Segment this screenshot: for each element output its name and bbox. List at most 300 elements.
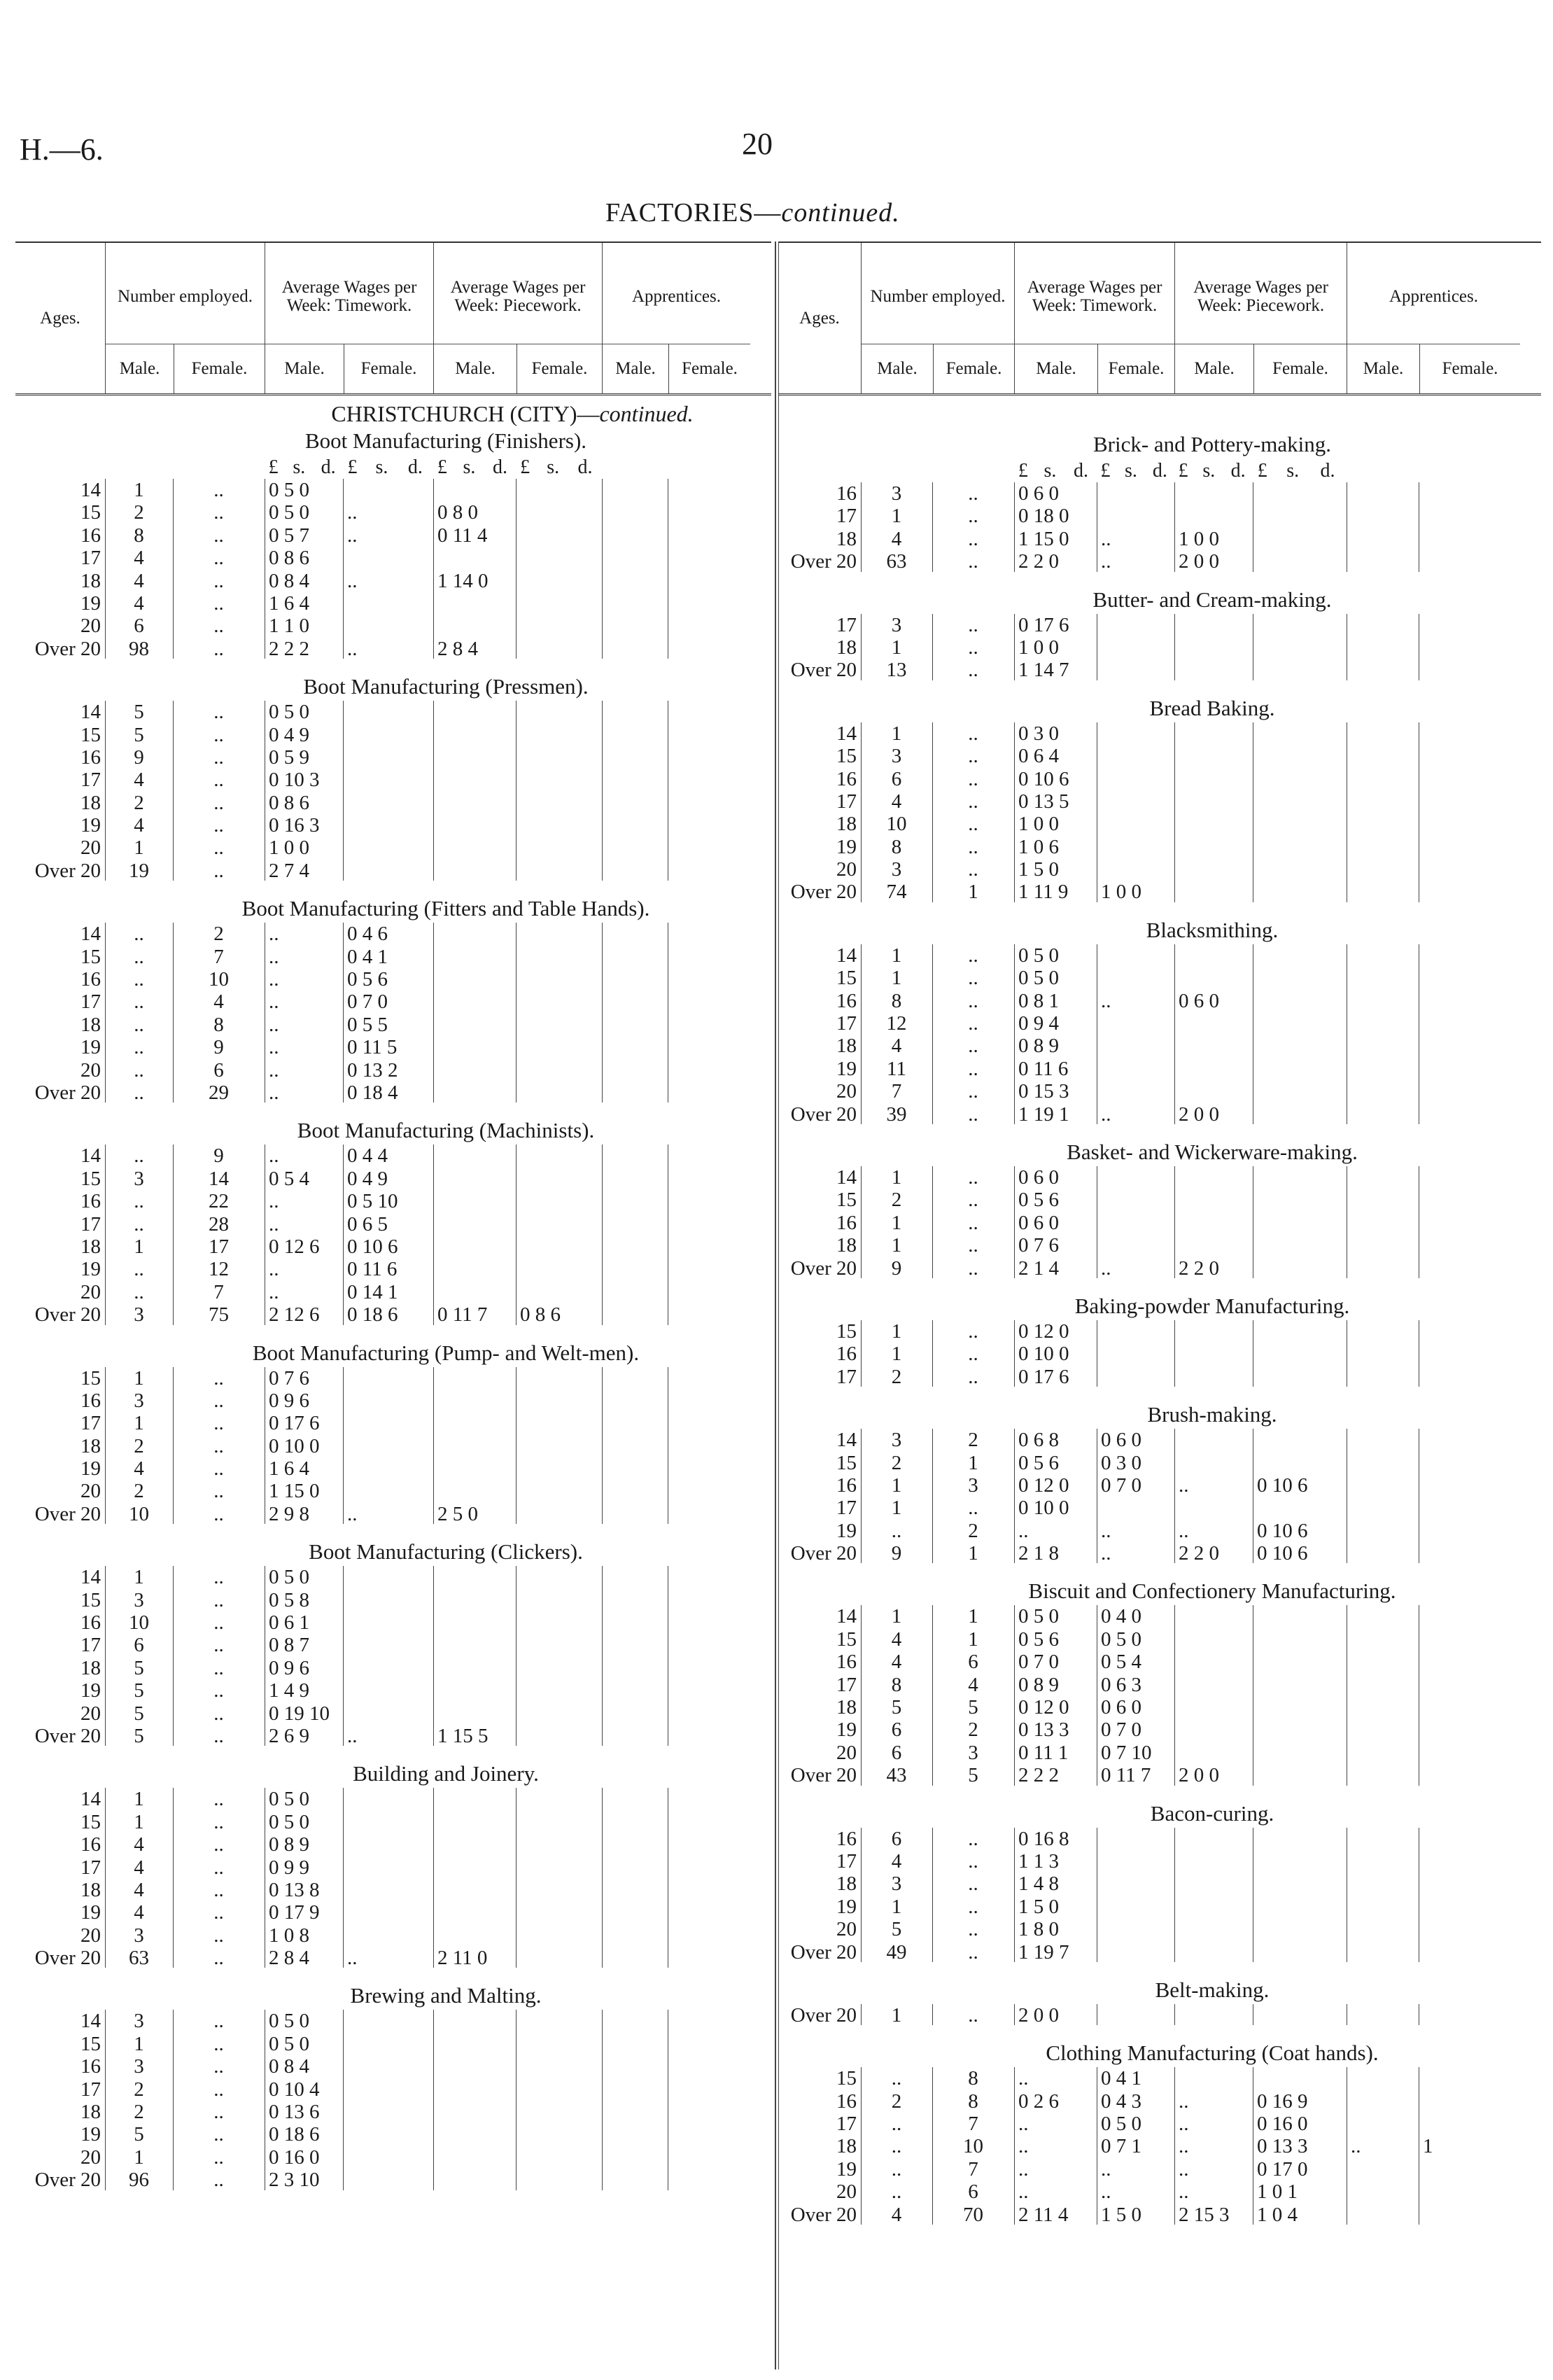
industry-section — [15, 895, 771, 1104]
cell-nm: 10 — [129, 1611, 149, 1634]
cell-ages: 18 — [836, 1035, 857, 1058]
cell-ages: 14 — [80, 479, 101, 501]
table-row — [15, 501, 771, 524]
cell-nm: 2 — [134, 1434, 144, 1457]
cell-tf: 0 6 5 — [347, 1212, 388, 1236]
cell-nm: 1 — [134, 479, 144, 501]
cell-ages: 14 — [80, 1144, 101, 1168]
cell-ages: 20 — [80, 615, 101, 638]
table-row — [778, 1012, 1541, 1035]
subhead-female: Female. — [174, 344, 265, 393]
cell-nm: 2 — [891, 1189, 902, 1212]
cell-tm: .. — [269, 1013, 279, 1036]
cell-nm: 4 — [891, 527, 902, 550]
cell-tm: .. — [269, 945, 279, 968]
cell-ages: 17 — [80, 1856, 101, 1879]
cell-nm: 1 — [134, 1566, 144, 1589]
cell-tf: 0 7 0 — [1101, 1474, 1141, 1497]
cell-tf: 0 6 0 — [1101, 1429, 1141, 1452]
cell-tm: .. — [1018, 2113, 1029, 2136]
column-rule — [861, 1429, 862, 1563]
table-row — [778, 1452, 1541, 1474]
table-row — [778, 2004, 1541, 2026]
cell-pf: 0 16 9 — [1257, 2090, 1308, 2113]
table-row — [15, 1059, 771, 1082]
cell-nm: 2 — [134, 2101, 144, 2124]
cell-tm: 0 7 6 — [269, 1366, 309, 1390]
column-rule — [932, 1429, 933, 1563]
table-row — [778, 813, 1541, 835]
cell-nm: 2 — [134, 2078, 144, 2101]
industry-section — [15, 427, 771, 660]
cell-tm: 2 0 0 — [1018, 2003, 1059, 2026]
table-row — [15, 2169, 771, 2191]
table-row — [778, 2158, 1541, 2180]
cell-tm: 2 2 2 — [269, 637, 309, 660]
cell-nf: .. — [213, 1366, 224, 1390]
cell-tm: 0 8 1 — [1018, 989, 1059, 1012]
table-row — [778, 1343, 1541, 1365]
cell-pf: 0 10 6 — [1257, 1519, 1308, 1542]
table-row — [778, 768, 1541, 790]
cell-tm: 0 17 6 — [1018, 613, 1069, 636]
cell-nf: 1 — [968, 1451, 978, 1474]
cell-tf: 0 4 1 — [1101, 2067, 1141, 2090]
cell-tm: 2 3 10 — [269, 2169, 320, 2192]
cell-pm: 0 8 0 — [437, 501, 478, 524]
cell-nm: 8 — [891, 1673, 902, 1696]
cell-ages: 20 — [836, 2180, 857, 2204]
cell-tm: 1 0 0 — [1018, 813, 1059, 836]
cell-nf: 8 — [968, 2067, 978, 2090]
table-row — [15, 1879, 771, 1901]
cell-tf: .. — [347, 524, 358, 547]
cell-tm: .. — [269, 923, 279, 946]
table-row — [778, 550, 1541, 573]
cell-ages: 16 — [836, 1343, 857, 1366]
cell-tm: 2 12 6 — [269, 1303, 320, 1326]
table-row — [778, 505, 1541, 527]
cell-nm: 1 — [134, 1235, 144, 1258]
table-row — [778, 1605, 1541, 1628]
cell-pm: .. — [1179, 1519, 1189, 1542]
cell-tm: 0 11 1 — [1018, 1741, 1069, 1764]
cell-nm: 1 — [891, 1605, 902, 1628]
region-name: CHRISTCHURCH (CITY)— — [331, 401, 600, 426]
cell-nf: .. — [968, 527, 978, 550]
cell-ages: 17 — [836, 1012, 857, 1035]
cell-nf: 2 — [968, 1718, 978, 1742]
header-piecework-label: Average Wages per Week: Piecework. — [450, 277, 586, 315]
cell-nf: .. — [213, 1656, 224, 1679]
cell-nf: .. — [968, 745, 978, 768]
cell-ages: 17 — [836, 790, 857, 813]
cell-nm: 43 — [886, 1764, 907, 1787]
cell-tm: 0 5 6 — [1018, 1628, 1059, 1651]
industry-rows — [15, 2010, 771, 2191]
industry-title: Boot Manufacturing (Clickers). — [309, 1539, 583, 1564]
industry-section — [778, 586, 1541, 682]
column-rule — [1174, 1166, 1175, 1278]
cell-tm: 0 9 4 — [1018, 1012, 1059, 1035]
header-number-employed-label: Number employed. — [870, 286, 1006, 306]
cell-nf: .. — [213, 2146, 224, 2169]
cell-nm: 3 — [891, 482, 902, 505]
cell-ages: 14 — [80, 2010, 101, 2033]
cell-nm: 2 — [891, 1365, 902, 1388]
unit-pence: d. — [577, 456, 593, 478]
subhead-female: Female. — [933, 344, 1014, 393]
cell-ages: 17 — [80, 769, 101, 792]
column-rule — [861, 482, 862, 572]
column-rule — [1174, 2004, 1175, 2025]
cell-tm: 2 2 0 — [1018, 550, 1059, 573]
cell-ages: 15 — [836, 1628, 857, 1651]
table-row — [778, 858, 1541, 881]
cell-tm: 0 8 9 — [269, 1833, 309, 1856]
cell-nm: 1 — [134, 1810, 144, 1833]
cell-nf: .. — [213, 1702, 224, 1725]
cell-nm: .. — [134, 1258, 144, 1281]
left-table — [15, 241, 771, 2204]
cell-tm: 1 5 0 — [1018, 858, 1059, 881]
cell-tm: 2 2 2 — [1018, 1764, 1059, 1787]
cell-nf: 17 — [209, 1235, 229, 1258]
cell-nm: 8 — [891, 989, 902, 1012]
cell-ages: Over 20 — [790, 550, 857, 573]
column-rule — [1014, 1828, 1015, 1962]
industry-title: Baking-powder Manufacturing. — [1074, 1293, 1350, 1318]
column-rule — [516, 1367, 517, 1525]
table-row — [778, 1674, 1541, 1696]
cell-nf: .. — [968, 1320, 978, 1343]
table-row — [15, 1947, 771, 1969]
cell-nm: .. — [134, 1190, 144, 1213]
cell-tm: .. — [269, 1190, 279, 1213]
header-ages — [778, 243, 861, 393]
table-row — [15, 1566, 771, 1588]
cell-tf: 0 4 1 — [347, 945, 388, 968]
cell-nf: .. — [968, 1012, 978, 1035]
industry-title: Belt-making. — [1155, 1977, 1270, 2002]
cell-ages: 17 — [836, 2113, 857, 2136]
industry-section — [15, 1982, 771, 2191]
column-rule — [932, 1320, 933, 1387]
cell-nm: 1 — [891, 1166, 902, 1189]
subhead-female: Female. — [1419, 344, 1520, 393]
page-title-main: FACTORIES— — [605, 198, 782, 227]
cell-nf: .. — [213, 1389, 224, 1412]
cell-nm: 4 — [891, 1651, 902, 1674]
column-rule — [1174, 1429, 1175, 1563]
cell-nm: 1 — [134, 2146, 144, 2169]
table-row — [778, 1320, 1541, 1343]
industry-rows — [778, 1166, 1541, 1280]
cell-nm: 13 — [886, 659, 907, 682]
cell-tm: 0 13 8 — [269, 1878, 320, 1901]
cell-nf: 28 — [209, 1212, 229, 1236]
cell-nm: 6 — [891, 767, 902, 790]
cell-nm: 4 — [891, 1849, 902, 1872]
cell-tm: 0 5 0 — [269, 1810, 309, 1833]
cell-nf: 5 — [968, 1764, 978, 1787]
header-piecework — [1174, 243, 1347, 393]
cell-tm: 0 2 6 — [1018, 2090, 1059, 2113]
cell-ages: 16 — [80, 968, 101, 991]
cell-nm: 1 — [134, 836, 144, 860]
cell-nf: .. — [968, 1035, 978, 1058]
cell-pf: 0 8 6 — [520, 1303, 561, 1326]
cell-nf: .. — [213, 1679, 224, 1702]
cell-nf: .. — [213, 791, 224, 814]
cell-ages: 19 — [836, 1895, 857, 1918]
cell-nf: .. — [213, 547, 224, 570]
column-rule — [173, 1367, 174, 1525]
cell-nm: 4 — [891, 1628, 902, 1651]
column-rule — [105, 701, 106, 881]
cell-tm: 1 19 7 — [1018, 1940, 1069, 1963]
table-row — [778, 1742, 1541, 1764]
cell-ages: Over 20 — [790, 1256, 857, 1280]
cell-tm: .. — [269, 1144, 279, 1168]
table-row — [778, 1828, 1541, 1850]
column-rule — [602, 479, 603, 659]
cell-ages: 14 — [80, 1566, 101, 1589]
table-row — [778, 482, 1541, 505]
cell-tm: 0 5 6 — [1018, 1451, 1059, 1474]
table-row — [15, 1657, 771, 1679]
cell-ages: 17 — [80, 1412, 101, 1435]
cell-nf: .. — [968, 1872, 978, 1896]
cell-nm: 5 — [134, 1679, 144, 1702]
cell-nm: 1 — [891, 1234, 902, 1257]
column-rule — [105, 479, 106, 659]
cell-nf: 29 — [209, 1081, 229, 1104]
column-rule — [861, 1320, 862, 1387]
industry-section — [15, 1339, 771, 1526]
cell-nf: .. — [968, 1102, 978, 1126]
table-row — [15, 638, 771, 660]
cell-nm: 49 — [886, 1940, 907, 1963]
cell-ages: Over 20 — [790, 1542, 857, 1565]
table-row — [778, 1764, 1541, 1786]
cell-ages: 19 — [836, 2157, 857, 2180]
cell-ages: 16 — [836, 1211, 857, 1234]
industry-title: Boot Manufacturing (Pump- and Welt-men). — [252, 1340, 640, 1365]
cell-tf: 0 11 6 — [347, 1258, 398, 1281]
header-apprentices — [602, 243, 750, 393]
cell-nm: 7 — [891, 1080, 902, 1103]
industry-title: Boot Manufacturing (Machinists). — [297, 1118, 595, 1143]
subhead-male: Male. — [284, 359, 325, 378]
cell-tm: .. — [1018, 2067, 1029, 2090]
cell-nm: 8 — [134, 524, 144, 547]
table-row — [15, 792, 771, 814]
table-row — [15, 923, 771, 945]
cell-tf: 0 11 7 — [1101, 1764, 1151, 1787]
cell-nm: 12 — [886, 1012, 907, 1035]
cell-nf: .. — [213, 1412, 224, 1435]
cell-tf: 0 7 0 — [1101, 1718, 1141, 1742]
cell-ages: 15 — [80, 1366, 101, 1390]
cell-tf: 0 18 6 — [347, 1303, 398, 1326]
cell-tm: 0 13 3 — [1018, 1718, 1069, 1742]
column-rule — [932, 1828, 933, 1962]
cell-tm: 0 8 6 — [269, 791, 309, 814]
cell-nm: 1 — [891, 2003, 902, 2026]
table-row — [15, 2078, 771, 2101]
column-rule — [343, 1566, 344, 1746]
cell-nf: .. — [968, 1343, 978, 1366]
cell-nf: 1 — [968, 1628, 978, 1651]
cell-nf: .. — [968, 1211, 978, 1234]
table-row — [15, 1144, 771, 1167]
cell-ages: 19 — [836, 1718, 857, 1742]
cell-tm: 0 3 0 — [1018, 722, 1059, 745]
column-rule — [861, 2067, 862, 2225]
column-rule — [105, 1788, 106, 1968]
cell-nf: .. — [213, 1611, 224, 1634]
cell-nf: 6 — [968, 2180, 978, 2204]
column-rule — [861, 1166, 862, 1278]
cell-pm: 2 5 0 — [437, 1502, 478, 1525]
cell-tm: 0 5 0 — [269, 1788, 309, 1811]
subhead-female: Female. — [668, 344, 750, 393]
industry-title: Bread Baking. — [1149, 695, 1275, 720]
cell-am: .. — [1351, 2135, 1361, 2158]
header-piecework-subheads — [1175, 344, 1347, 393]
table-row — [778, 1918, 1541, 1940]
subhead-male: Male. — [1363, 359, 1404, 378]
cell-nm: 1 — [891, 1895, 902, 1918]
cell-tm: 2 1 8 — [1018, 1542, 1059, 1565]
industry-title: Butter- and Cream-making. — [1092, 587, 1332, 612]
cell-tm: .. — [269, 1081, 279, 1104]
column-rule — [173, 701, 174, 881]
cell-nf: 22 — [209, 1190, 229, 1213]
cell-tf: 0 4 6 — [347, 923, 388, 946]
cell-nf: .. — [213, 2010, 224, 2033]
cell-nm: 3 — [134, 1389, 144, 1412]
subhead-female: Female. — [1097, 344, 1174, 393]
cell-ages: 17 — [80, 990, 101, 1014]
cell-pm: 2 0 0 — [1179, 550, 1219, 573]
cell-nf: 7 — [968, 2113, 978, 2136]
cell-ages: 19 — [836, 835, 857, 858]
cell-tf: 1 0 0 — [1101, 881, 1141, 904]
cell-tm: 1 5 0 — [1018, 1895, 1059, 1918]
cell-ages: Over 20 — [790, 1102, 857, 1126]
table-row — [15, 1190, 771, 1212]
cell-ages: 16 — [80, 1833, 101, 1856]
cell-ages: Over 20 — [790, 1940, 857, 1963]
table-row — [778, 967, 1541, 989]
column-rule — [516, 2010, 517, 2190]
column-rule — [1014, 1605, 1015, 1785]
industry-title: Boot Manufacturing (Finishers). — [304, 428, 587, 453]
header-apprentices-subheads — [1347, 344, 1520, 393]
cell-tm: 0 17 6 — [269, 1412, 320, 1435]
cell-ages: Over 20 — [34, 637, 101, 660]
cell-tm: 0 5 0 — [269, 479, 309, 501]
cell-nf: .. — [968, 1057, 978, 1080]
column-rule — [343, 2010, 344, 2190]
cell-tf: 0 13 2 — [347, 1058, 398, 1082]
cell-pf: 0 10 6 — [1257, 1542, 1308, 1565]
cell-nf: 75 — [209, 1303, 229, 1326]
industry-title: Brick- and Pottery-making. — [1092, 432, 1332, 456]
cell-nf: 9 — [213, 1144, 224, 1168]
cell-pf: 0 10 6 — [1257, 1474, 1308, 1497]
cell-ages: 20 — [80, 1924, 101, 1947]
cell-nf: .. — [213, 569, 224, 592]
header-apprentices-subheads — [603, 344, 750, 393]
cell-nf: .. — [213, 592, 224, 615]
table-row — [778, 1257, 1541, 1280]
cell-nf: .. — [968, 659, 978, 682]
industry-rows — [778, 2067, 1541, 2226]
cell-nm: 4 — [134, 1457, 144, 1480]
table-row — [778, 836, 1541, 858]
header-apprentices-label: Apprentices. — [631, 286, 722, 306]
table-row — [778, 1212, 1541, 1234]
cell-nm: 2 — [134, 791, 144, 814]
cell-tm: 0 5 0 — [269, 501, 309, 524]
unit-pence: d. — [321, 456, 336, 478]
table-row — [778, 944, 1541, 967]
header-timework — [1014, 243, 1174, 393]
cell-ages: Over 20 — [34, 859, 101, 882]
cell-ages: 16 — [80, 2055, 101, 2078]
cell-ages: 14 — [80, 1788, 101, 1811]
cell-tm: 0 5 7 — [269, 524, 309, 547]
cell-nm: 9 — [891, 1542, 902, 1565]
cell-nm: 1 — [891, 1474, 902, 1497]
cell-nf: .. — [968, 1918, 978, 1941]
cell-ages: 16 — [836, 2090, 857, 2113]
cell-tm: 0 5 0 — [269, 701, 309, 724]
cell-ages: 15 — [80, 1810, 101, 1833]
cell-nm: .. — [891, 2135, 902, 2158]
unit-shilling: s. — [463, 456, 476, 478]
cell-tm: 1 8 0 — [1018, 1918, 1059, 1941]
cell-tf: .. — [1101, 1542, 1111, 1565]
cell-tm: 0 9 9 — [269, 1856, 309, 1879]
cell-nm: 2 — [134, 1480, 144, 1503]
cell-nm: .. — [134, 1144, 144, 1168]
column-rule — [602, 1788, 603, 1968]
cell-nf: .. — [213, 2078, 224, 2101]
unit-pound: £ — [1018, 460, 1028, 482]
industry-section — [778, 2039, 1541, 2226]
table-row — [15, 1924, 771, 1947]
cell-tm: 0 5 9 — [269, 746, 309, 769]
cell-nf: .. — [213, 1588, 224, 1611]
cell-nf: .. — [968, 550, 978, 573]
industry-section — [15, 1760, 771, 1969]
subhead-male: Male. — [455, 359, 496, 378]
cell-tf: .. — [347, 637, 358, 660]
table-row — [778, 990, 1541, 1012]
cell-nm: 2 — [891, 1451, 902, 1474]
table-row — [15, 2010, 771, 2032]
table-row — [778, 1080, 1541, 1102]
page-title — [605, 197, 900, 228]
cell-nf: 8 — [968, 2090, 978, 2113]
cell-nm: 3 — [891, 745, 902, 768]
cell-nf: .. — [213, 769, 224, 792]
cell-ages: 20 — [836, 858, 857, 881]
